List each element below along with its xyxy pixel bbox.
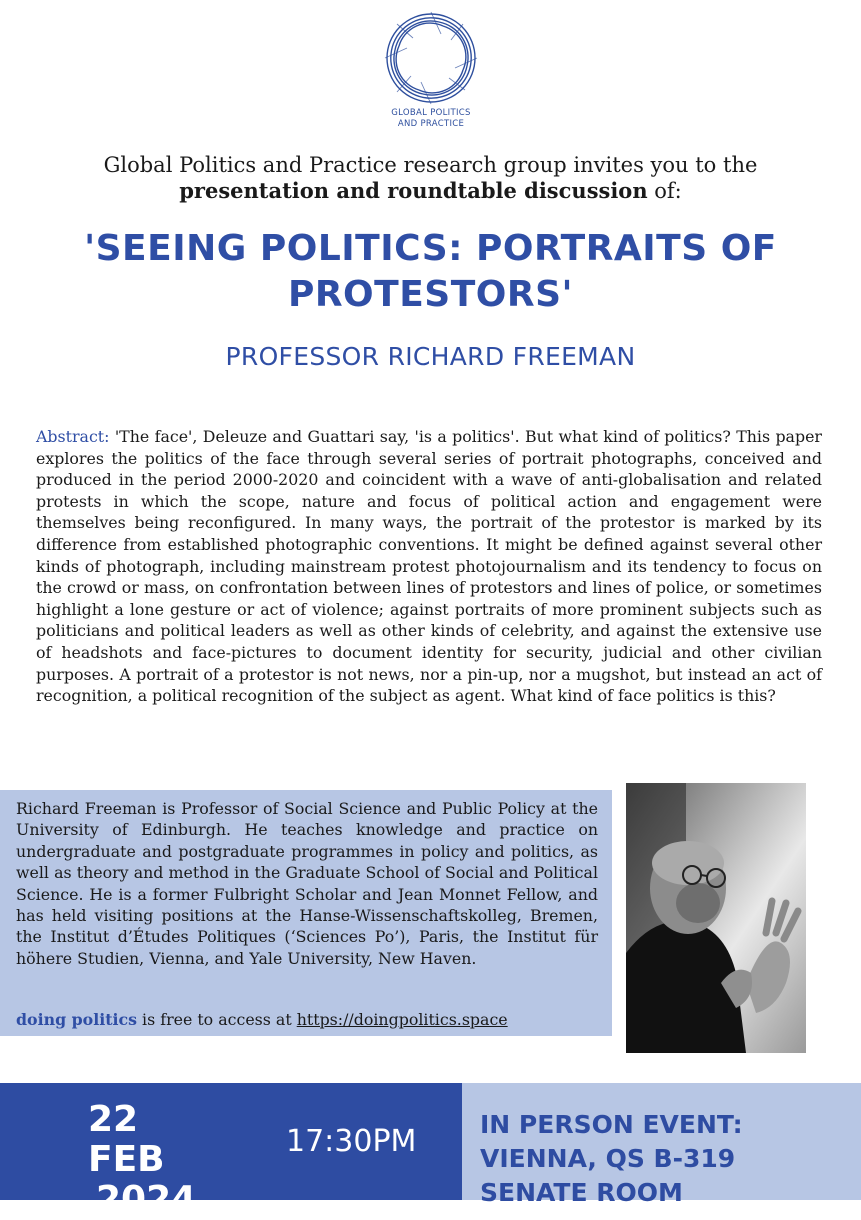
event-venue: VIENNA, QS B-319 SENATE ROOM bbox=[480, 1144, 736, 1207]
event-date bbox=[88, 1100, 218, 1220]
access-middle: is free to access at bbox=[137, 1010, 297, 1029]
logo-line-1: GLOBAL POLITICS bbox=[391, 108, 471, 118]
portrait-illustration bbox=[626, 783, 806, 1053]
abstract-label: Abstract: bbox=[36, 427, 110, 446]
invitation-suffix: of: bbox=[647, 179, 682, 203]
invitation-bold: presentation and roundtable discussion bbox=[179, 178, 648, 203]
speaker-bio: Richard Freeman is Professor of Social Science and Public Policy at the University of Edinburgh. He teaches knowledge and practice on undergraduate and postgraduate programmes in policy and politics, as well as theory and method in the Graduate School of Social and Political Science. He is a former Fulbright Scholar and Jean Monnet Fellow, and has held visiting positions at the Hanse-Wissenschaftskolleg, Bremen, the Institut d’Études Politiques (‘Sciences Po’), Paris, the Institut für höhere Studien, Vienna, and Yale University, New Haven. bbox=[16, 799, 598, 968]
invitation-line-1: Global Politics and Practice research group invites you to the bbox=[103, 153, 758, 177]
event-date-day: 22 FEB bbox=[88, 1099, 165, 1180]
logo bbox=[371, 10, 491, 130]
event-time: 17:30PM bbox=[286, 1124, 417, 1159]
abstract-text: 'The face', Deleuze and Guattari say, 'is a politics'. But what kind of politics? This paper explores the politics of the face through several series of portrait photographs, conceived and produced in the period 2000-2020 and coincident with a wave of anti-globalisation and related protests in which the scope, nature and focus of political action and engagement were themselves being reconfigured. In many ways, the portrait of the protestor is marked by its difference from established photographic conventions. It might be defined against several other kinds of photograph, including mainstream protest photojournalism and its tendency to focus on the crowd or mass, on confrontation between lines of protestors and lines of police, or sometimes highlight a lone gesture or act of violence; against portraits of more prominent subjects such as politicians and political leaders as well as other kinds of celebrity, and against the extensive use of headshots and face-pictures to document identity for security, judicial and other civilian purposes. A portrait of a protestor is not news, nor a pin-up, nor a mugshot, but instead an act of recognition, a political recognition of the subject as agent. What kind of face politics is this? bbox=[36, 427, 822, 706]
event-title bbox=[40, 226, 821, 318]
invitation-line-2 bbox=[0, 178, 861, 204]
event-date-year: 2024 bbox=[96, 1179, 197, 1220]
speaker-name: PROFESSOR RICHARD FREEMAN bbox=[225, 342, 636, 371]
event-title-line-2: PROTESTORS' bbox=[287, 274, 574, 315]
doing-politics-link[interactable]: https://doingpolitics.space bbox=[296, 1010, 508, 1029]
event-location bbox=[480, 1108, 850, 1210]
event-title-line-1: 'SEEING POLITICS: PORTRAITS OF bbox=[84, 228, 777, 269]
invitation-text bbox=[0, 152, 861, 204]
abstract bbox=[36, 426, 822, 707]
speaker-portrait-photo bbox=[626, 783, 806, 1053]
logo-text bbox=[371, 108, 491, 130]
event-type: IN PERSON EVENT: bbox=[480, 1110, 743, 1139]
doing-politics-name: doing politics bbox=[16, 1010, 138, 1029]
spiral-logo-icon bbox=[383, 10, 479, 106]
logo-line-2: AND PRACTICE bbox=[397, 119, 465, 129]
access-line bbox=[16, 1010, 606, 1029]
